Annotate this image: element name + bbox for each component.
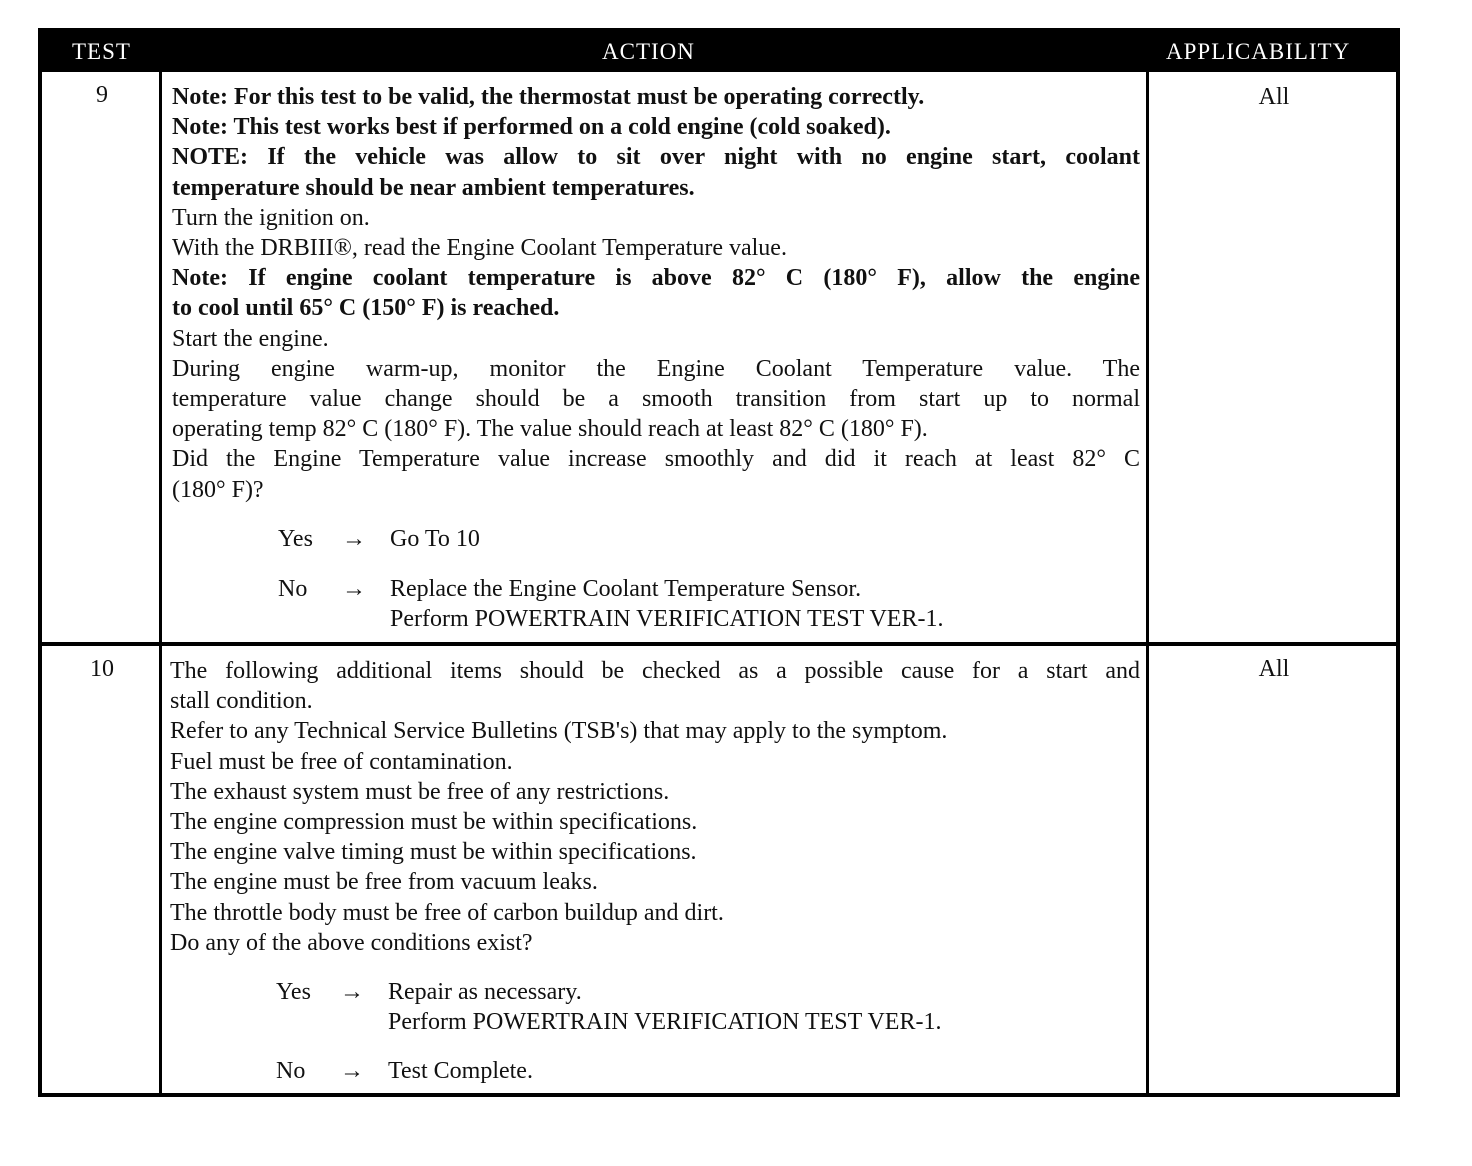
question-line: (180° F)? (172, 476, 264, 503)
instruction-line: Start the engine. (172, 325, 329, 352)
yes-action-verification: Perform POWERTRAIN VERIFICATION TEST VER-1. (388, 1009, 942, 1036)
instruction-line: temperature value change should be a smooth transition from start up to normal (172, 386, 1140, 413)
instruction-line: With the DRBIII®, read the Engine Coolant Temperature value. (172, 235, 787, 262)
header-applicability: APPLICABILITY (1166, 39, 1351, 64)
note-line: Note: For this test to be valid, the thermostat must be operating correctly. (172, 84, 925, 110)
instruction-line: The engine valve timing must be within specifications. (170, 839, 697, 866)
instruction-line: The throttle body must be free of carbon buildup and dirt. (170, 899, 724, 926)
table-header (42, 32, 1396, 72)
instruction-line: Turn the ignition on. (172, 204, 370, 231)
arrow-icon: → (342, 575, 366, 602)
row-divider (42, 642, 1396, 646)
note-line: Note: This test works best if performed on a cold engine (cold soaked). (172, 114, 891, 141)
header-test: TEST (72, 39, 131, 64)
test-number: 9 (96, 82, 108, 108)
yes-response (170, 977, 1140, 1007)
applicability-value: All (1258, 84, 1290, 110)
applicability-value: All (1258, 656, 1290, 682)
yes-response (172, 524, 1140, 554)
arrow-icon: → (342, 525, 366, 552)
instruction-line: Fuel must be free of contamination. (170, 748, 513, 775)
instruction-line: The following additional items should be checked as a possible cause for a start and (170, 658, 1140, 684)
no-label: No (276, 1058, 306, 1085)
no-response-continued (172, 604, 1140, 634)
action-text (170, 656, 1140, 1086)
header-action: ACTION (602, 39, 695, 64)
instruction-line: The engine must be free from vacuum leaks. (170, 869, 598, 896)
no-action: Test Complete. (388, 1058, 533, 1085)
yes-label: Yes (276, 979, 311, 1006)
no-action: Replace the Engine Coolant Temperature Sensor. (390, 575, 862, 602)
yes-action: Go To 10 (390, 525, 480, 552)
test-number: 10 (90, 656, 114, 682)
diagnostic-table (38, 28, 1400, 1097)
instruction-line: The engine compression must be within specifications. (170, 809, 698, 836)
instruction-line: During engine warm-up, monitor the Engine Coolant Temperature value. The (172, 355, 1140, 382)
arrow-icon: → (340, 1058, 364, 1085)
instruction-line: The exhaust system must be free of any restrictions. (170, 778, 670, 805)
instruction-line: operating temp 82° C (180° F). The value should reach at least 82° C (180° F). (172, 416, 928, 443)
yes-label: Yes (278, 525, 313, 552)
no-response (172, 574, 1140, 604)
no-action-verification: Perform POWERTRAIN VERIFICATION TEST VER-1. (390, 605, 944, 632)
column-divider (1146, 72, 1149, 1093)
column-divider (159, 72, 162, 1093)
instruction-line: stall condition. (170, 688, 313, 715)
no-response (170, 1056, 1140, 1086)
yes-action: Repair as necessary. (388, 979, 582, 1006)
arrow-icon: → (340, 979, 364, 1006)
question-line: Do any of the above conditions exist? (170, 929, 533, 956)
note-line: to cool until 65° C (150° F) is reached. (172, 295, 560, 322)
note-line: temperature should be near ambient temperatures. (172, 174, 695, 201)
no-label: No (278, 575, 308, 602)
yes-response-continued (170, 1007, 1140, 1037)
action-text (172, 82, 1140, 634)
note-line: Note: If engine coolant temperature is above 82° C (180° F), allow the engine (172, 265, 1140, 292)
question-line: Did the Engine Temperature value increase smoothly and did it reach at least 82° C (172, 446, 1140, 473)
instruction-line: Refer to any Technical Service Bulletins (TSB's) that may apply to the symptom. (170, 718, 948, 745)
note-line: NOTE: If the vehicle was allow to sit over night with no engine start, coolant (172, 144, 1140, 171)
